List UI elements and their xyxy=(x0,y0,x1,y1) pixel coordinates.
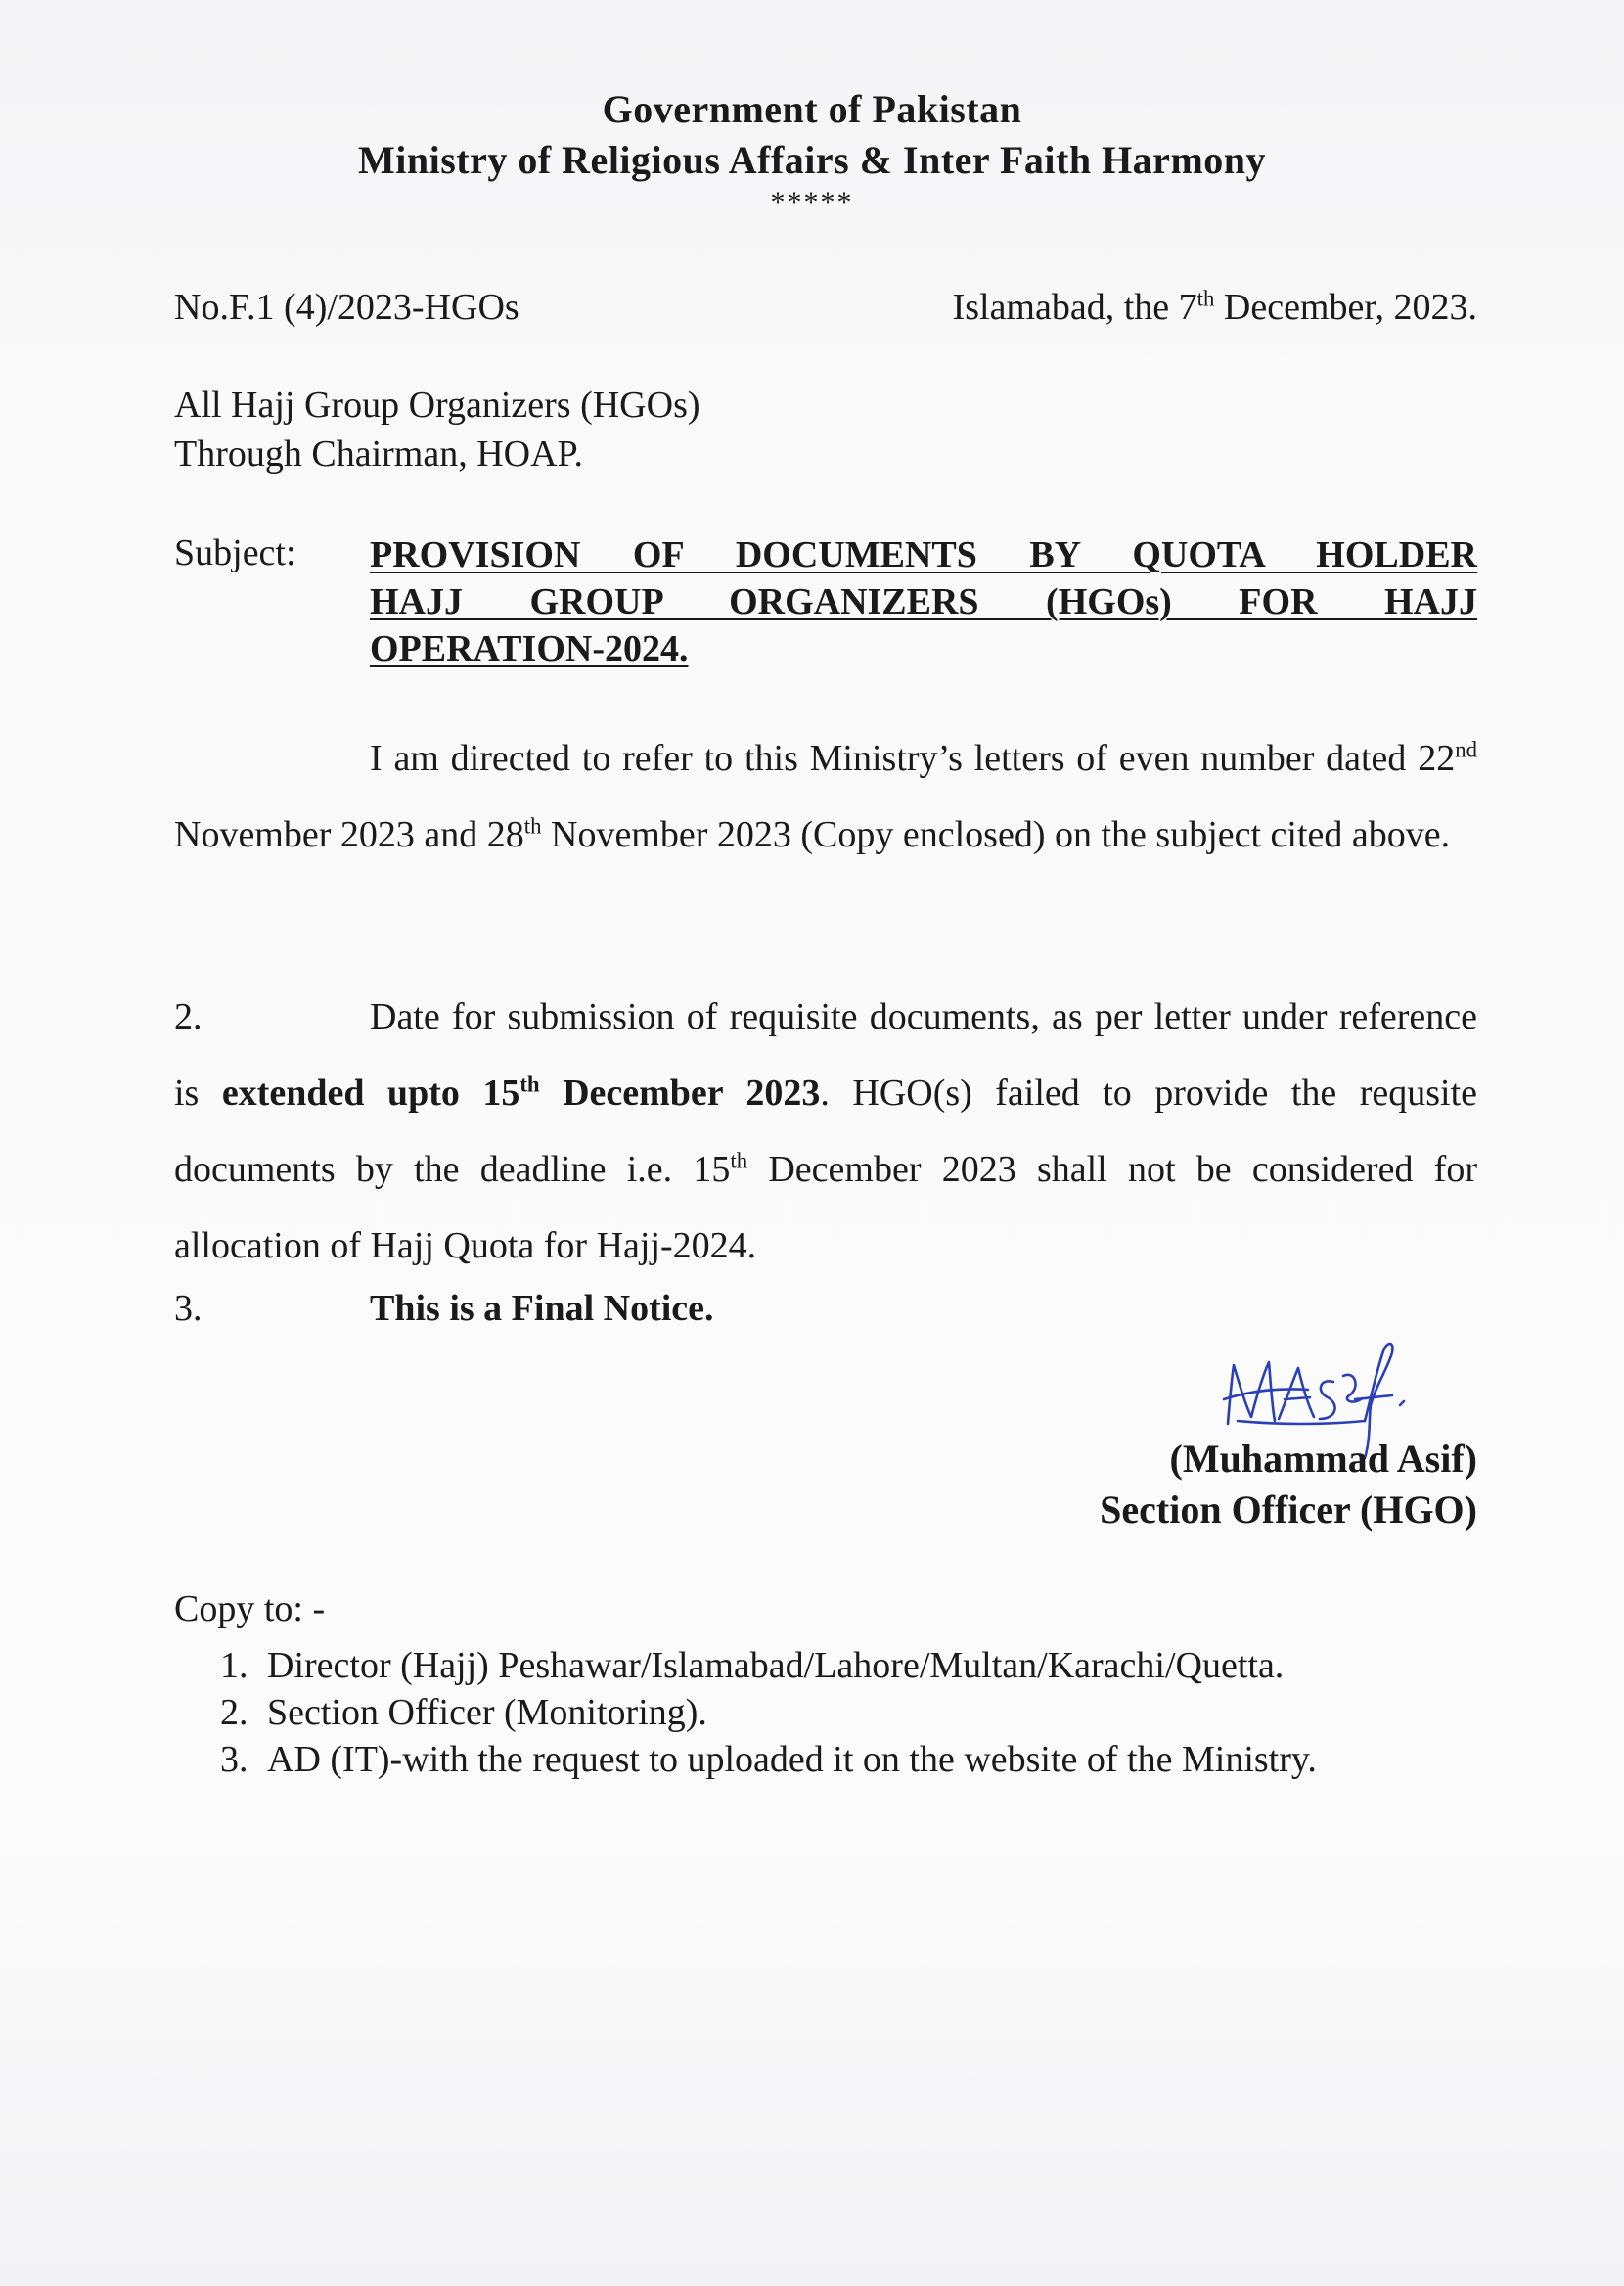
header-stars: ***** xyxy=(770,186,854,218)
copy-to-list xyxy=(220,1642,1317,1783)
para1-text-2: November 2023 and 28 xyxy=(174,814,524,855)
para2-text-3: December 2023 shall not be considered for allocation of Hajj Quota for Hajj-2024. xyxy=(174,1149,1477,1266)
para2-number: 2. xyxy=(174,996,203,1037)
para1-text-3: November 2023 (Copy enclosed) on the subject cited above. xyxy=(541,814,1451,855)
addressee-line-1: All Hajj Group Organizers (HGOs) xyxy=(174,385,700,426)
para2-text-2: . HGO(s) failed to provide the requsite documents by the deadline i.e. 15 xyxy=(174,1073,1477,1190)
para1-text-1: I am directed to refer to this Ministry’s letters of even number dated 22 xyxy=(370,738,1456,779)
signatory-name: (Muhammad Asif) xyxy=(1169,1437,1477,1481)
reference-number: No.F.1 (4)/2023-HGOs xyxy=(174,287,519,328)
para2-bold-1: extended upto 15 xyxy=(221,1073,520,1114)
signatory-title: Section Officer (HGO) xyxy=(1100,1487,1477,1532)
header-government: Government of Pakistan xyxy=(602,87,1022,131)
date-sup: th xyxy=(1196,286,1215,311)
para3-number: 3. xyxy=(174,1288,203,1329)
letter-date xyxy=(953,286,1477,329)
copy-item-number: 3. xyxy=(220,1739,248,1780)
paragraph-1 xyxy=(174,720,1477,873)
copy-item xyxy=(220,1689,1317,1736)
header-ministry: Ministry of Religious Affairs & Inter Faith Harmony xyxy=(357,138,1267,182)
subject-label: Subject: xyxy=(174,532,296,573)
subject-line-1: PROVISION OF DOCUMENTS BY QUOTA HOLDER xyxy=(370,534,1477,575)
para1-sup-2: th xyxy=(523,813,542,839)
para2-bold-sup: th xyxy=(519,1072,540,1097)
para2-sup: th xyxy=(730,1148,748,1173)
copy-item-text: AD (IT)-with the request to uploaded it on the website of the Ministry. xyxy=(267,1739,1317,1780)
copy-item-text: Section Officer (Monitoring). xyxy=(267,1692,707,1733)
para2-text-1: Date for submission of requisite documents, as per letter under reference is xyxy=(174,996,1477,1114)
paragraph-2 xyxy=(174,979,1477,1284)
copy-to-label: Copy to: - xyxy=(174,1588,326,1629)
subject-line-3: OPERATION-2024. xyxy=(370,628,689,669)
copy-item xyxy=(220,1736,1317,1783)
para2-bold-2: December 2023 xyxy=(539,1073,821,1114)
date-prefix: Islamabad, the 7 xyxy=(952,287,1197,328)
subject-line-2: HAJJ GROUP ORGANIZERS (HGOs) FOR HAJJ xyxy=(370,581,1477,622)
date-suffix: December, 2023. xyxy=(1214,287,1477,328)
copy-item-number: 2. xyxy=(220,1692,248,1733)
subject-text xyxy=(370,531,1477,672)
signatory-block xyxy=(1100,1434,1477,1535)
final-notice: This is a Final Notice. xyxy=(370,1288,714,1329)
copy-item-number: 1. xyxy=(220,1645,248,1686)
copy-item-text: Director (Hajj) Peshawar/Islamabad/Lahore/Multan/Karachi/Quetta. xyxy=(267,1645,1285,1686)
para1-sup-1: nd xyxy=(1455,737,1477,762)
copy-item xyxy=(220,1642,1317,1689)
addressee-line-2: Through Chairman, HOAP. xyxy=(174,434,583,475)
